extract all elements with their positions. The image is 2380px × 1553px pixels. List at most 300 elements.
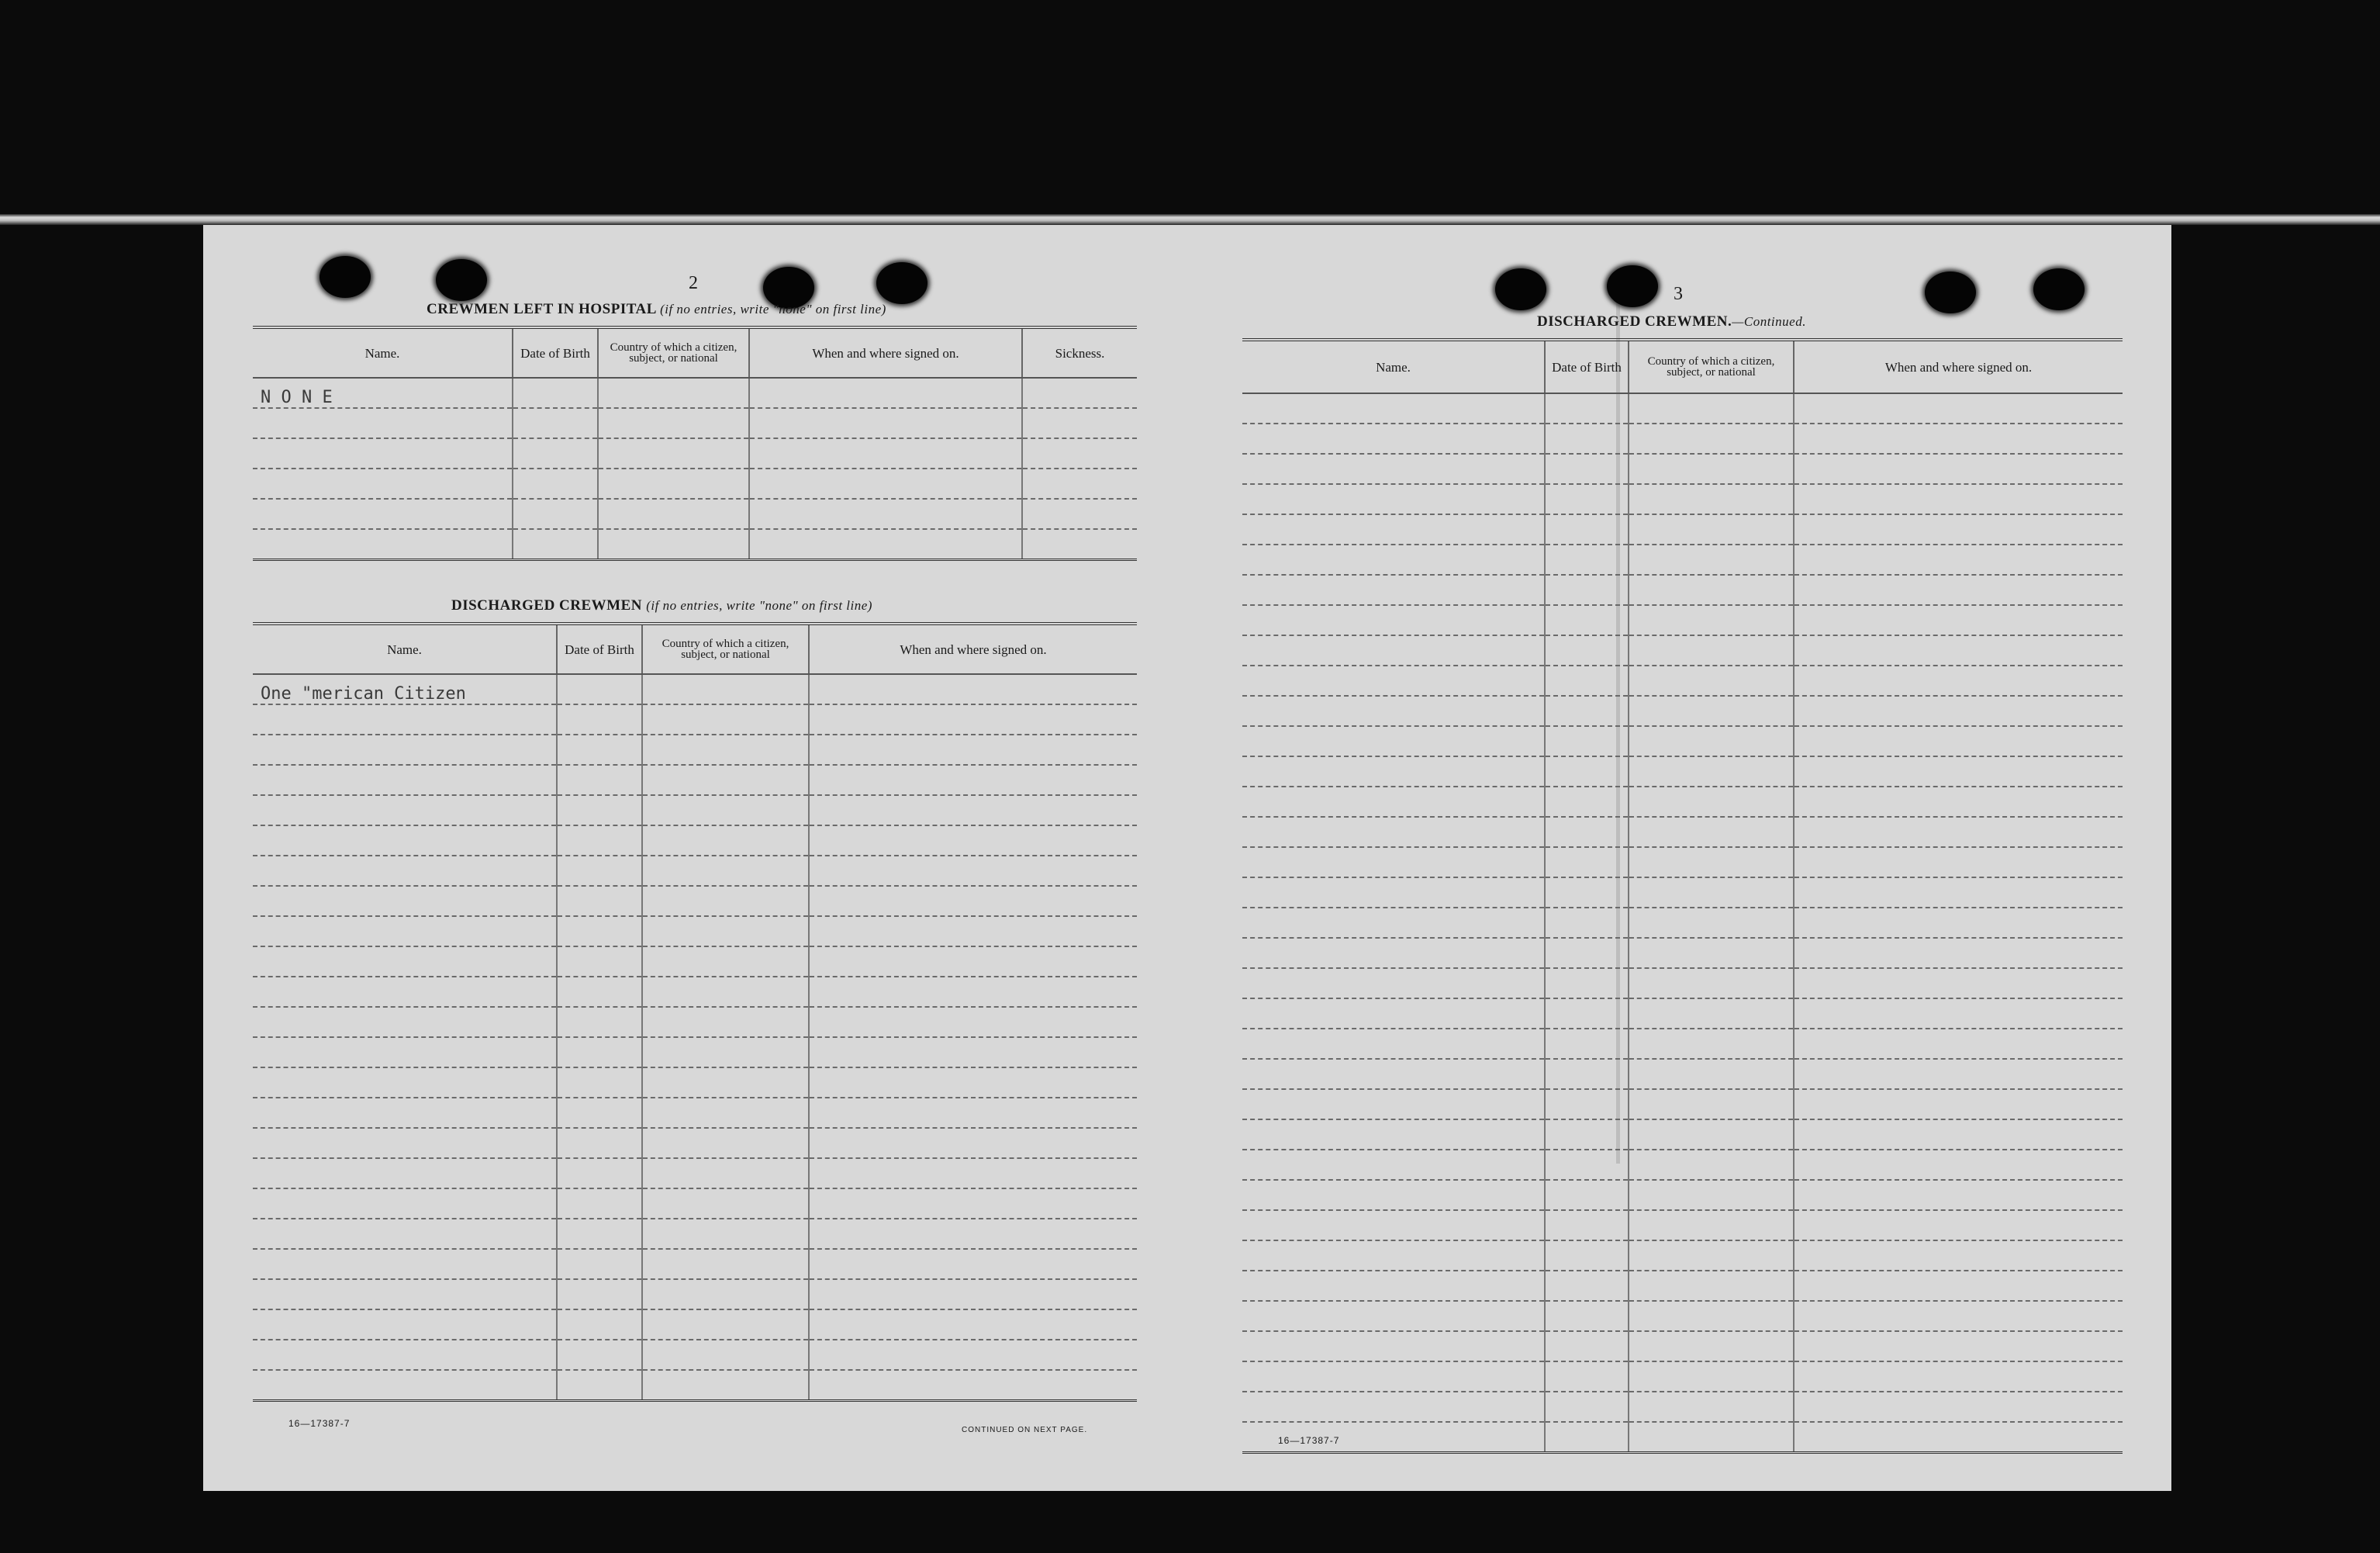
table-cell[interactable] [598,499,749,529]
table-cell[interactable] [1794,938,2123,968]
table-cell[interactable] [253,529,513,560]
table-cell[interactable] [749,469,1022,499]
table-cell[interactable] [1242,1301,1545,1331]
table-cell[interactable] [1545,1210,1629,1240]
table-cell[interactable] [253,1279,557,1309]
table-cell[interactable] [1545,666,1629,696]
table-cell[interactable] [809,1188,1137,1219]
table-cell[interactable] [557,886,642,916]
table-cell[interactable] [598,438,749,469]
table-cell[interactable] [809,1037,1137,1067]
table-cell[interactable] [1022,469,1137,499]
table-row [1242,998,2123,1029]
table-cell[interactable] [1794,998,2123,1029]
table-cell[interactable] [253,795,557,825]
table-cell[interactable] [1242,756,1545,787]
table-cell[interactable] [1629,696,1794,726]
table-cell[interactable] [557,1188,642,1219]
table-cell[interactable] [809,916,1137,946]
table-row [253,674,1137,704]
table-cell[interactable] [1545,484,1629,514]
table-cell[interactable] [1629,545,1794,575]
table-row [253,408,1137,438]
table-cell[interactable] [642,1219,809,1249]
table-cell[interactable] [1242,998,1545,1029]
table-row [253,1219,1137,1249]
table-row [1242,726,2123,756]
table-cell[interactable] [1242,908,1545,938]
table-cell[interactable] [1545,1271,1629,1301]
table-cell[interactable] [1629,514,1794,545]
table-cell[interactable] [1629,998,1794,1029]
table-cell[interactable] [1242,666,1545,696]
table-cell[interactable] [1794,756,2123,787]
column-header: Sickness. [1022,327,1137,378]
table-cell[interactable] [642,1279,809,1309]
table-cell[interactable] [253,1340,557,1370]
table-cell[interactable] [809,674,1137,704]
table-cell[interactable] [1629,877,1794,908]
table-cell[interactable] [749,438,1022,469]
table-cell[interactable] [253,765,557,795]
table-cell[interactable]: N O N E [253,378,513,408]
table-cell[interactable] [557,1037,642,1067]
table-cell[interactable] [1242,1089,1545,1119]
table-cell[interactable] [1629,908,1794,938]
table-cell[interactable] [1794,605,2123,635]
table-cell[interactable] [1545,514,1629,545]
table-cell[interactable] [1545,726,1629,756]
table-cell[interactable] [1242,514,1545,545]
table-cell[interactable] [1794,1422,2123,1453]
table-cell[interactable] [1242,847,1545,877]
table-row [1242,817,2123,847]
table-cell[interactable] [1242,877,1545,908]
table-cell[interactable] [1545,968,1629,998]
table-cell[interactable] [1545,908,1629,938]
table-cell[interactable] [809,704,1137,735]
table-cell[interactable] [809,1370,1137,1401]
table-cell[interactable] [253,1098,557,1128]
table-cell[interactable] [1545,1089,1629,1119]
table-cell[interactable] [1794,1331,2123,1361]
table-cell[interactable] [1629,484,1794,514]
table-cell[interactable] [557,1158,642,1188]
table-cell[interactable] [809,1309,1137,1340]
table-cell[interactable] [749,529,1022,560]
table-cell[interactable] [1794,1059,2123,1089]
table-cell[interactable] [253,825,557,856]
table-cell[interactable] [513,378,598,408]
table-cell[interactable] [642,1249,809,1279]
table-cell[interactable] [642,1188,809,1219]
table-cell[interactable] [1629,393,1794,424]
table-cell[interactable] [1629,454,1794,484]
table-cell[interactable] [1022,378,1137,408]
table-cell[interactable] [1545,393,1629,424]
table-cell[interactable] [1794,1180,2123,1210]
table-cell[interactable] [1242,1210,1545,1240]
table-cell[interactable] [1545,756,1629,787]
table-cell[interactable] [253,1037,557,1067]
table-cell[interactable] [557,1007,642,1037]
table-cell[interactable] [1794,1240,2123,1271]
table-cell[interactable] [642,704,809,735]
table-cell[interactable] [1629,605,1794,635]
table-cell[interactable] [1629,1301,1794,1331]
table-cell[interactable] [1242,484,1545,514]
table-cell[interactable] [1794,424,2123,454]
table-cell[interactable] [1242,454,1545,484]
table-cell[interactable] [253,1128,557,1158]
table-cell[interactable] [1794,575,2123,605]
table-cell[interactable] [1545,1240,1629,1271]
table-row [1242,666,2123,696]
table-cell[interactable] [809,856,1137,886]
table-cell[interactable] [1629,1029,1794,1059]
table-cell[interactable] [557,916,642,946]
table-cell[interactable] [1794,1150,2123,1180]
table-cell[interactable] [1242,1029,1545,1059]
table-cell[interactable] [1794,877,2123,908]
table-cell[interactable] [253,1067,557,1098]
table-cell[interactable] [557,1219,642,1249]
table-cell[interactable] [1242,968,1545,998]
table-cell[interactable] [1242,1361,1545,1392]
table-cell[interactable] [1794,514,2123,545]
table-cell[interactable] [253,1188,557,1219]
table-cell[interactable] [513,438,598,469]
table-row [1242,1331,2123,1361]
table-cell[interactable] [253,1370,557,1401]
table-cell[interactable] [1242,726,1545,756]
table-cell[interactable] [1545,1392,1629,1422]
table-cell[interactable] [642,886,809,916]
table-cell[interactable] [1242,938,1545,968]
table-cell[interactable] [1545,454,1629,484]
table-cell[interactable] [642,1309,809,1340]
table-row [253,438,1137,469]
table-cell[interactable] [1545,1029,1629,1059]
table-cell[interactable] [1794,1392,2123,1422]
table-cell[interactable] [1629,1210,1794,1240]
scanner-edge-strip [0,214,2380,225]
table-cell[interactable] [1629,938,1794,968]
table-cell[interactable] [1545,998,1629,1029]
table-cell[interactable] [809,795,1137,825]
table-cell[interactable] [513,499,598,529]
table-cell[interactable] [1794,1301,2123,1331]
table-cell[interactable] [1794,1210,2123,1240]
table-cell[interactable] [642,916,809,946]
table-cell[interactable] [1545,787,1629,817]
table-cell[interactable] [1794,1361,2123,1392]
table-cell[interactable] [809,946,1137,977]
table-cell[interactable] [253,469,513,499]
table-cell[interactable] [642,977,809,1007]
table-cell[interactable] [1629,847,1794,877]
table-cell[interactable] [557,1279,642,1309]
table-row [1242,1392,2123,1422]
table-cell[interactable] [1545,575,1629,605]
table-cell[interactable] [1794,484,2123,514]
table-cell[interactable] [642,1007,809,1037]
column-header: Name. [253,327,513,378]
table-cell[interactable] [809,1340,1137,1370]
table-cell[interactable] [1545,424,1629,454]
table-cell[interactable] [749,378,1022,408]
table-row [1242,1180,2123,1210]
table-cell[interactable] [598,408,749,438]
table-cell[interactable] [1242,1271,1545,1301]
table-row [1242,968,2123,998]
table-cell[interactable] [809,1007,1137,1037]
table-cell[interactable] [1794,1271,2123,1301]
column-header: Country of which a citizen, subject, or national [642,624,809,674]
table-cell[interactable] [1629,1271,1794,1301]
table-cell[interactable] [1545,545,1629,575]
table-cell[interactable] [809,1279,1137,1309]
table-cell[interactable] [1629,787,1794,817]
table-cell[interactable] [1242,1119,1545,1150]
table-cell[interactable] [749,408,1022,438]
table-cell[interactable] [1545,1361,1629,1392]
table-cell[interactable] [809,977,1137,1007]
table-row [253,946,1137,977]
table-cell[interactable] [1794,393,2123,424]
table-cell[interactable] [809,1219,1137,1249]
table-cell[interactable] [1242,575,1545,605]
table-cell[interactable] [1242,1059,1545,1089]
table-cell[interactable] [642,856,809,886]
table-cell[interactable] [1242,817,1545,847]
table-cell[interactable] [809,825,1137,856]
table-cell[interactable] [557,946,642,977]
table-cell[interactable] [1629,1361,1794,1392]
table-cell[interactable] [253,1158,557,1188]
table-cell[interactable] [1794,696,2123,726]
table-cell[interactable] [253,916,557,946]
table-row [1242,1029,2123,1059]
table-cell[interactable] [1629,1392,1794,1422]
table-cell[interactable] [1794,817,2123,847]
table-cell[interactable] [557,1067,642,1098]
table-cell[interactable] [1242,1180,1545,1210]
table-cell[interactable] [1629,575,1794,605]
table-cell[interactable] [557,1340,642,1370]
table-cell[interactable] [598,529,749,560]
table-cell[interactable] [1629,635,1794,666]
table-cell[interactable] [1545,605,1629,635]
table-cell[interactable] [1545,1150,1629,1180]
table-row [1242,1119,2123,1150]
table-cell[interactable] [1794,908,2123,938]
table-cell[interactable] [809,765,1137,795]
table-row [1242,1150,2123,1180]
table-cell[interactable] [1629,1150,1794,1180]
table-cell[interactable] [513,408,598,438]
table-cell[interactable] [809,1067,1137,1098]
table-cell[interactable] [809,1098,1137,1128]
table-cell[interactable] [1794,635,2123,666]
table-cell[interactable] [642,765,809,795]
table-cell[interactable] [557,735,642,765]
table-cell[interactable] [1794,1119,2123,1150]
table-cell[interactable] [1545,817,1629,847]
table-row [253,1007,1137,1037]
table-cell[interactable] [1022,499,1137,529]
table-cell[interactable] [598,378,749,408]
punch-hole [436,259,487,301]
table-cell[interactable] [642,1340,809,1370]
table-row [1242,575,2123,605]
table-cell[interactable] [1629,1331,1794,1361]
table-cell[interactable] [1794,545,2123,575]
table-cell[interactable] [1242,635,1545,666]
table-cell[interactable] [1629,1059,1794,1089]
table-row [1242,1422,2123,1453]
table-cell[interactable] [642,1370,809,1401]
table-cell[interactable] [557,1370,642,1401]
table-cell[interactable] [642,674,809,704]
table-cell[interactable] [1629,756,1794,787]
table-cell[interactable] [557,1098,642,1128]
table-cell[interactable] [642,946,809,977]
table-cell[interactable] [557,704,642,735]
table-cell[interactable] [557,856,642,886]
table-cell[interactable] [1022,438,1137,469]
table-cell[interactable] [557,1249,642,1279]
table-row [1242,1059,2123,1089]
table-cell[interactable] [1545,1180,1629,1210]
table-row [253,1340,1137,1370]
table-cell[interactable] [253,1309,557,1340]
table-cell[interactable] [1629,1422,1794,1453]
table-cell[interactable] [749,499,1022,529]
discharged-table [253,622,1137,1402]
table-cell[interactable] [1629,1240,1794,1271]
table-cell[interactable] [1242,1331,1545,1361]
table-cell[interactable] [1794,847,2123,877]
table-cell[interactable] [1545,1301,1629,1331]
table-cell[interactable] [1629,726,1794,756]
page-number-left: 2 [689,273,698,293]
table-cell[interactable] [809,1158,1137,1188]
table-cell[interactable] [1545,635,1629,666]
table-cell[interactable] [557,1309,642,1340]
table-cell[interactable] [1794,726,2123,756]
table-cell[interactable] [1545,847,1629,877]
table-cell[interactable] [513,529,598,560]
table-cell[interactable]: One "merican Citizen [253,674,557,704]
table-cell[interactable] [642,1037,809,1067]
table-cell[interactable] [253,499,513,529]
table-cell[interactable] [642,1158,809,1188]
table-row [1242,1301,2123,1331]
table-cell[interactable] [253,856,557,886]
table-cell[interactable] [557,795,642,825]
table-cell[interactable] [557,825,642,856]
punch-hole [1495,268,1546,310]
table-cell[interactable] [1629,424,1794,454]
table-row [253,1188,1137,1219]
table-cell[interactable] [253,946,557,977]
table-cell[interactable] [1629,1180,1794,1210]
table-cell[interactable] [1794,968,2123,998]
table-cell[interactable] [1794,666,2123,696]
table-cell[interactable] [1629,817,1794,847]
table-cell[interactable] [1242,545,1545,575]
table-cell[interactable] [253,1007,557,1037]
table-cell[interactable] [1242,393,1545,424]
table-cell[interactable] [1794,787,2123,817]
table-cell[interactable] [642,825,809,856]
table-cell[interactable] [557,977,642,1007]
table-cell[interactable] [1242,787,1545,817]
table-cell[interactable] [253,704,557,735]
table-cell[interactable] [1022,408,1137,438]
table-cell[interactable] [1629,968,1794,998]
table-cell[interactable] [642,1098,809,1128]
table-row [253,1158,1137,1188]
table-cell[interactable] [642,735,809,765]
table-cell[interactable] [642,795,809,825]
table-cell[interactable] [1545,696,1629,726]
table-cell[interactable] [809,1128,1137,1158]
table-cell[interactable] [1242,1150,1545,1180]
punch-hole [1607,265,1658,307]
table-cell[interactable] [1242,1392,1545,1422]
table-cell[interactable] [1242,696,1545,726]
table-cell[interactable] [809,886,1137,916]
table-cell[interactable] [253,408,513,438]
table-cell[interactable] [598,469,749,499]
table-cell[interactable] [1545,1119,1629,1150]
table-cell[interactable] [1794,1029,2123,1059]
table-cell[interactable] [809,1249,1137,1279]
table-cell[interactable] [557,1128,642,1158]
table-cell[interactable] [1242,424,1545,454]
column-header: When and where signed on. [809,624,1137,674]
table-cell[interactable] [1545,1331,1629,1361]
table-cell[interactable] [253,1219,557,1249]
table-cell[interactable] [253,977,557,1007]
table-row [1242,635,2123,666]
table-cell[interactable] [253,438,513,469]
table-cell[interactable] [642,1067,809,1098]
table-cell[interactable] [1022,529,1137,560]
table-cell[interactable] [1242,605,1545,635]
table-cell[interactable] [1794,1089,2123,1119]
table-cell[interactable] [557,674,642,704]
table-cell[interactable] [1242,1240,1545,1271]
table-cell[interactable] [253,735,557,765]
table-cell[interactable] [1545,938,1629,968]
table-cell[interactable] [1629,1089,1794,1119]
table-cell[interactable] [1794,454,2123,484]
table-cell[interactable] [1545,1059,1629,1089]
table-cell[interactable] [253,886,557,916]
table-cell[interactable] [557,765,642,795]
table-cell[interactable] [1629,1119,1794,1150]
table-cell[interactable] [253,1249,557,1279]
table-cell[interactable] [513,469,598,499]
table-cell[interactable] [1629,666,1794,696]
table-cell[interactable] [1545,1422,1629,1453]
table-cell[interactable] [642,1128,809,1158]
table-cell[interactable] [1545,877,1629,908]
table-cell[interactable] [809,735,1137,765]
